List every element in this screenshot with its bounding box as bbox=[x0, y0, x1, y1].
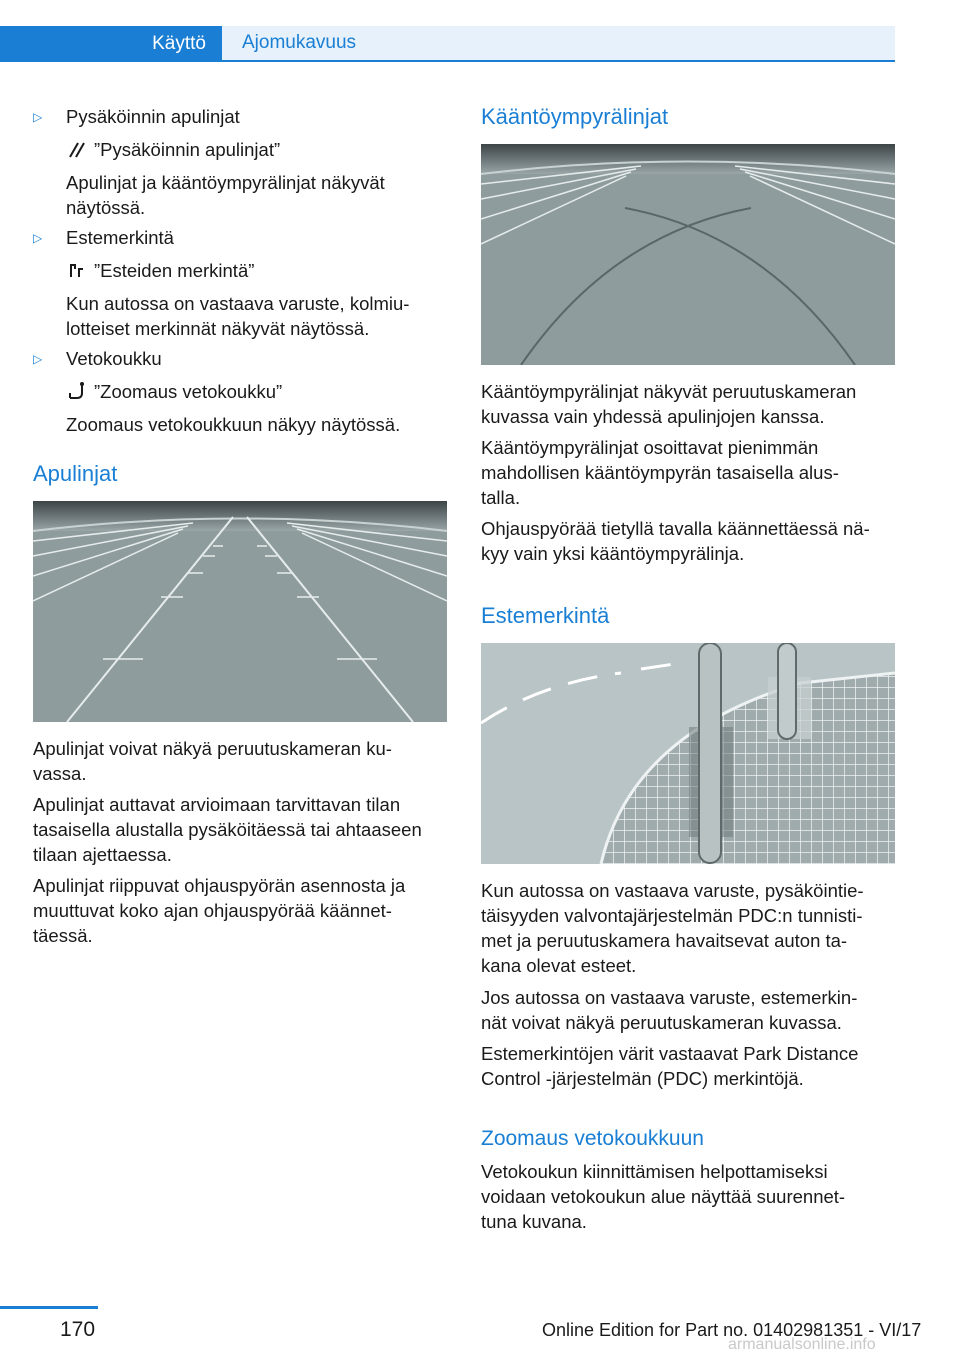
text-line: Estemerkintöjen värit vastaavat Park Distance bbox=[481, 1043, 859, 1064]
heading-obstacle: Estemerkintä bbox=[481, 603, 610, 628]
text-line: Ohjauspyörää tietyllä tavalla käännettäessä nä- bbox=[481, 518, 870, 539]
text-line: täisyyden valvontajärjestelmän PDC:n tunnisti- bbox=[481, 905, 863, 926]
paragraph bbox=[33, 736, 447, 786]
item-menu-obstacle bbox=[66, 258, 254, 283]
text-line: vassa. bbox=[33, 763, 87, 784]
menu-label: ”Zoomaus vetokoukku” bbox=[94, 381, 283, 402]
paragraph bbox=[33, 792, 447, 867]
text-line: kana olevat esteet. bbox=[481, 955, 637, 976]
item-title-parking-lines: Pysäköinnin apulinjat bbox=[66, 106, 240, 127]
heading-turning-circle: Kääntöympyrälinjat bbox=[481, 104, 669, 129]
item-title-hitch: Vetokoukku bbox=[66, 348, 162, 369]
paragraph bbox=[481, 985, 895, 1035]
paragraph bbox=[481, 1041, 895, 1091]
paragraph bbox=[481, 516, 895, 566]
text-line: Jos autossa on vastaava varuste, estemerkin- bbox=[481, 987, 858, 1008]
paragraph bbox=[33, 873, 447, 948]
text-line: Control -järjestelmän (PDC) merkintöjä. bbox=[481, 1068, 804, 1089]
text-line: Apulinjat auttavat arvioimaan tarvittavan tilan bbox=[33, 794, 401, 815]
text-line: Kääntöympyrälinjat osoittavat pienimmän bbox=[481, 437, 819, 458]
obstacle-marking-image bbox=[481, 643, 895, 864]
menu-label: ”Esteiden merkintä” bbox=[94, 260, 255, 281]
text-line: Apulinjat voivat näkyä peruutuskameran ku- bbox=[33, 738, 392, 759]
parking-lines-icon bbox=[66, 139, 88, 159]
header-rule bbox=[0, 60, 895, 62]
paragraph bbox=[481, 878, 895, 978]
text-line: täessä. bbox=[33, 925, 93, 946]
watermark: armanualsonline.info bbox=[728, 1336, 876, 1353]
text-line: Kun autossa on vastaava varuste, pysäköintie- bbox=[481, 880, 864, 901]
turning-circle-image bbox=[481, 144, 895, 365]
text-line: voidaan vetokoukun alue näyttää suurennet- bbox=[481, 1186, 846, 1207]
menu-label: ”Pysäköinnin apulinjat” bbox=[94, 139, 281, 160]
item-menu-parking-lines bbox=[66, 137, 280, 162]
guide-lines-image bbox=[33, 501, 447, 722]
bullet-triangle-icon: ▷ bbox=[33, 231, 43, 245]
text-line: kyy vain yksi kääntöympyrälinja. bbox=[481, 543, 745, 564]
bullet-triangle-icon: ▷ bbox=[33, 110, 43, 124]
text-line: Vetokoukun kiinnittämisen helpottamiseksi bbox=[481, 1161, 828, 1182]
text-line: Kääntöympyrälinjat näkyvät peruutuskameran bbox=[481, 381, 857, 402]
trailer-hitch-icon bbox=[66, 381, 88, 401]
section-tab: Ajomukavuus bbox=[222, 26, 895, 60]
text-line: mahdollisen kääntöympyrän tasaisella alus- bbox=[481, 462, 839, 483]
item-desc-hitch bbox=[66, 412, 400, 437]
paragraph bbox=[481, 435, 895, 510]
chapter-tab: Käyttö bbox=[0, 26, 222, 62]
text-line: met ja peruutuskamera havaitsevat auton ta- bbox=[481, 930, 848, 951]
paragraph bbox=[481, 1159, 895, 1234]
text-line: muuttuvat koko ajan ohjauspyörää käännet- bbox=[33, 900, 392, 921]
heading-apulinjat: Apulinjat bbox=[33, 461, 118, 486]
item-desc-obstacle bbox=[66, 291, 409, 341]
page-number: 170 bbox=[60, 1318, 96, 1341]
item-desc-parking-lines bbox=[66, 170, 385, 220]
desc-line: Apulinjat ja kääntöympyrälinjat näkyvät bbox=[66, 172, 385, 193]
paragraph bbox=[481, 379, 895, 429]
page-header bbox=[0, 0, 895, 62]
text-line: nät voivat näkyä peruutuskameran kuvassa. bbox=[481, 1012, 842, 1033]
heading-hitch-zoom: Zoomaus vetokoukkuun bbox=[481, 1127, 704, 1150]
bullet-triangle-icon: ▷ bbox=[33, 352, 43, 366]
desc-line: näytössä. bbox=[66, 197, 146, 218]
text-line: tilaan ajettaessa. bbox=[33, 844, 172, 865]
item-title-obstacle: Estemerkintä bbox=[66, 227, 174, 248]
desc-line: Kun autossa on vastaava varuste, kolmiu- bbox=[66, 293, 410, 314]
text-line: talla. bbox=[481, 487, 521, 508]
obstacle-marking-icon bbox=[66, 260, 88, 280]
desc-line: Zoomaus vetokoukkuun näkyy näytössä. bbox=[66, 414, 401, 435]
text-line: tuna kuvana. bbox=[481, 1211, 587, 1232]
text-line: tasaisella alustalla pysäköitäessä tai ahtaaseen bbox=[33, 819, 422, 840]
text-line: Apulinjat riippuvat ohjauspyörän asennosta ja bbox=[33, 875, 406, 896]
desc-line: lotteiset merkinnät näkyvät näytössä. bbox=[66, 318, 370, 339]
text-line: kuvassa vain yhdessä apulinjojen kanssa. bbox=[481, 406, 825, 427]
footer-rule bbox=[0, 1306, 98, 1309]
edition-text: Online Edition for Part no. 01402981351 - VI/17 bbox=[542, 1320, 922, 1340]
item-menu-hitch bbox=[66, 379, 282, 404]
